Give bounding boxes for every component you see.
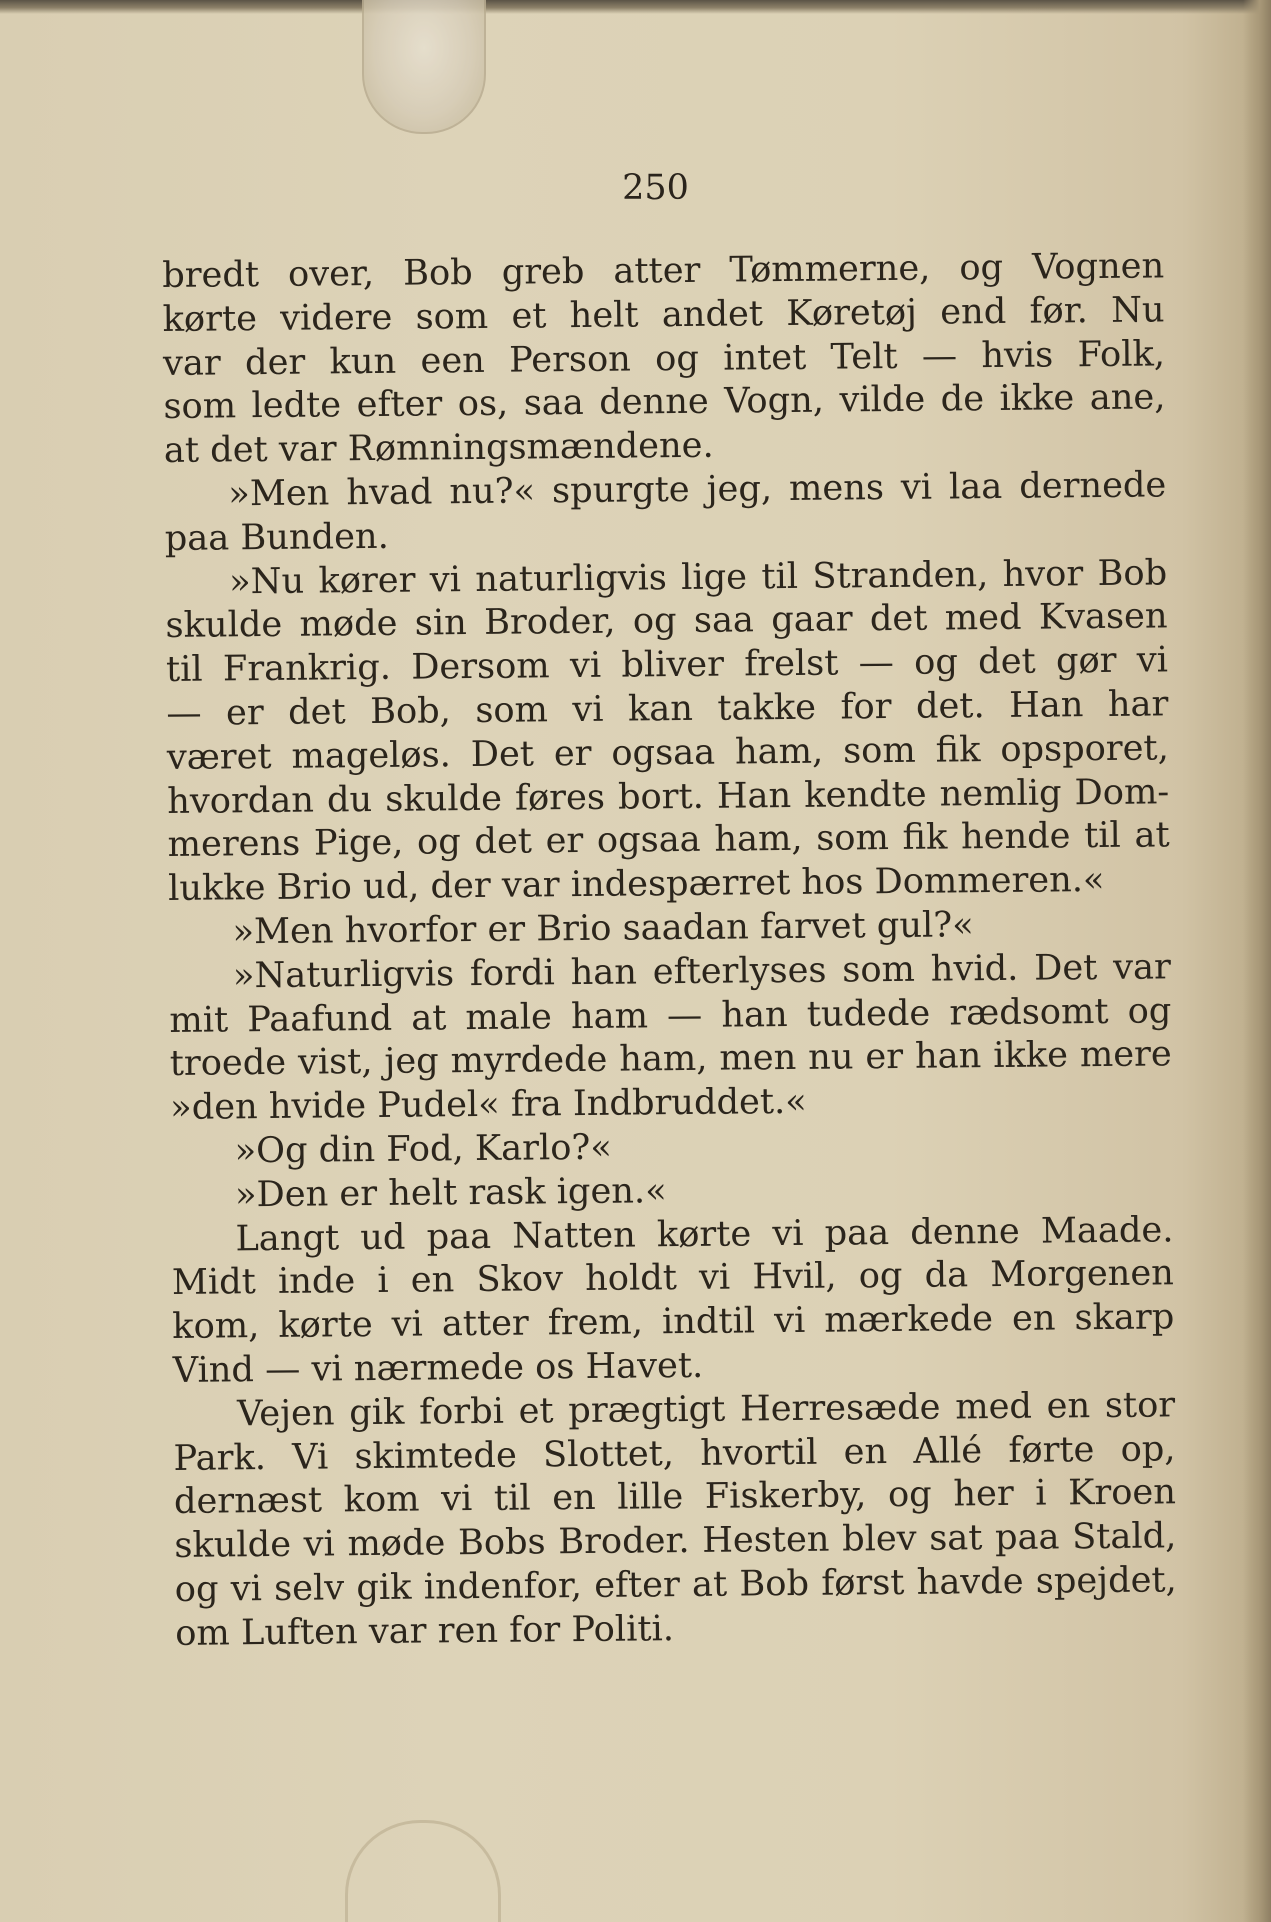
text-line: »Og din Fod, Karlo?« <box>234 1126 612 1172</box>
page-number: 250 <box>622 168 689 208</box>
text-line: mit Paafund at male ham — han tudede rædsomt og <box>169 989 1172 1041</box>
text-line: lukke Brio ud, der var indespærret hos Dommeren.« <box>167 859 1105 910</box>
text-line: »Den er helt rask igen.« <box>234 1169 667 1216</box>
body-text <box>162 244 1177 1655</box>
text-line: kørte videre som et helt andet Køretøj end før. Nu <box>162 289 1165 340</box>
text-line: merens Pige, og det er ogsaa ham, som fik hende til at <box>167 814 1170 866</box>
text-line: Langt ud paa Natten kørte vi paa denne Maade. <box>235 1208 1174 1259</box>
page-top-edge <box>0 0 1271 14</box>
text-line: skulde møde sin Broder, og saa gaar det med Kvasen <box>165 595 1168 647</box>
page-right-edge <box>1243 0 1271 1922</box>
text-line: »Nu kører vi naturligvis lige til Stranden, hvor Bob <box>228 551 1168 602</box>
text-line: at det var Rømningsmændene. <box>163 424 714 472</box>
binder-clip-bottom <box>345 1820 501 1922</box>
text-line: »den hvide Pudel« fra Indbruddet.« <box>169 1080 807 1129</box>
text-line: Park. Vi skimtede Slottet, hvortil en Allé førte op, <box>173 1427 1176 1479</box>
text-line: Midt inde i en Skov holdt vi Hvil, og da Morgenen <box>171 1252 1175 1304</box>
text-line: bredt over, Bob greb atter Tømmerne, og Vognen <box>162 245 1165 296</box>
text-line: som ledte efter os, saa denne Vogn, vilde de ikke ane, <box>163 376 1166 428</box>
text-line: »Naturligvis fordi han efterlyses som hvid. Det var <box>232 946 1172 997</box>
text-line: til Frankrig. Dersom vi bliver frelst — og det gør vi <box>165 639 1169 691</box>
text-line: hvordan du skulde føres bort. Han kendte nemlig Dom- <box>167 770 1170 822</box>
text-line: »Men hvad nu?« spurgte jeg, mens vi laa dernede <box>228 464 1167 515</box>
binder-clip-top <box>362 0 486 134</box>
text-line: skulde vi møde Bobs Broder. Hesten blev sat paa Stald, <box>174 1515 1177 1567</box>
text-line: dernæst kom vi til en lille Fiskerby, og her i Kroen <box>173 1471 1177 1523</box>
text-line: været mageløs. Det er ogsaa ham, som fik opsporet, <box>166 727 1169 778</box>
text-line: paa Bunden. <box>164 515 389 559</box>
text-line: kom, kørte vi atter frem, indtil vi mærkede en skarp <box>172 1296 1175 1348</box>
text-line: Vejen gik forbi et prægtigt Herresæde med en stor <box>236 1384 1176 1435</box>
text-line: troede vist, jeg myrdede ham, men nu er han ikke mere <box>169 1033 1172 1085</box>
text-line: Vind — vi nærmede os Havet. <box>172 1344 704 1391</box>
text-line: var der kun een Person og intet Telt — hvis Folk, <box>162 332 1166 384</box>
text-line: »Men hvorfor er Brio saadan farvet gul?« <box>232 904 974 953</box>
text-line: — er det Bob, som vi kan takke for det. Han har <box>166 683 1169 734</box>
text-line: om Luften var ren for Politi. <box>175 1607 675 1654</box>
text-line: og vi selv gik indenfor, efter at Bob først havde spejdet, <box>174 1559 1177 1610</box>
